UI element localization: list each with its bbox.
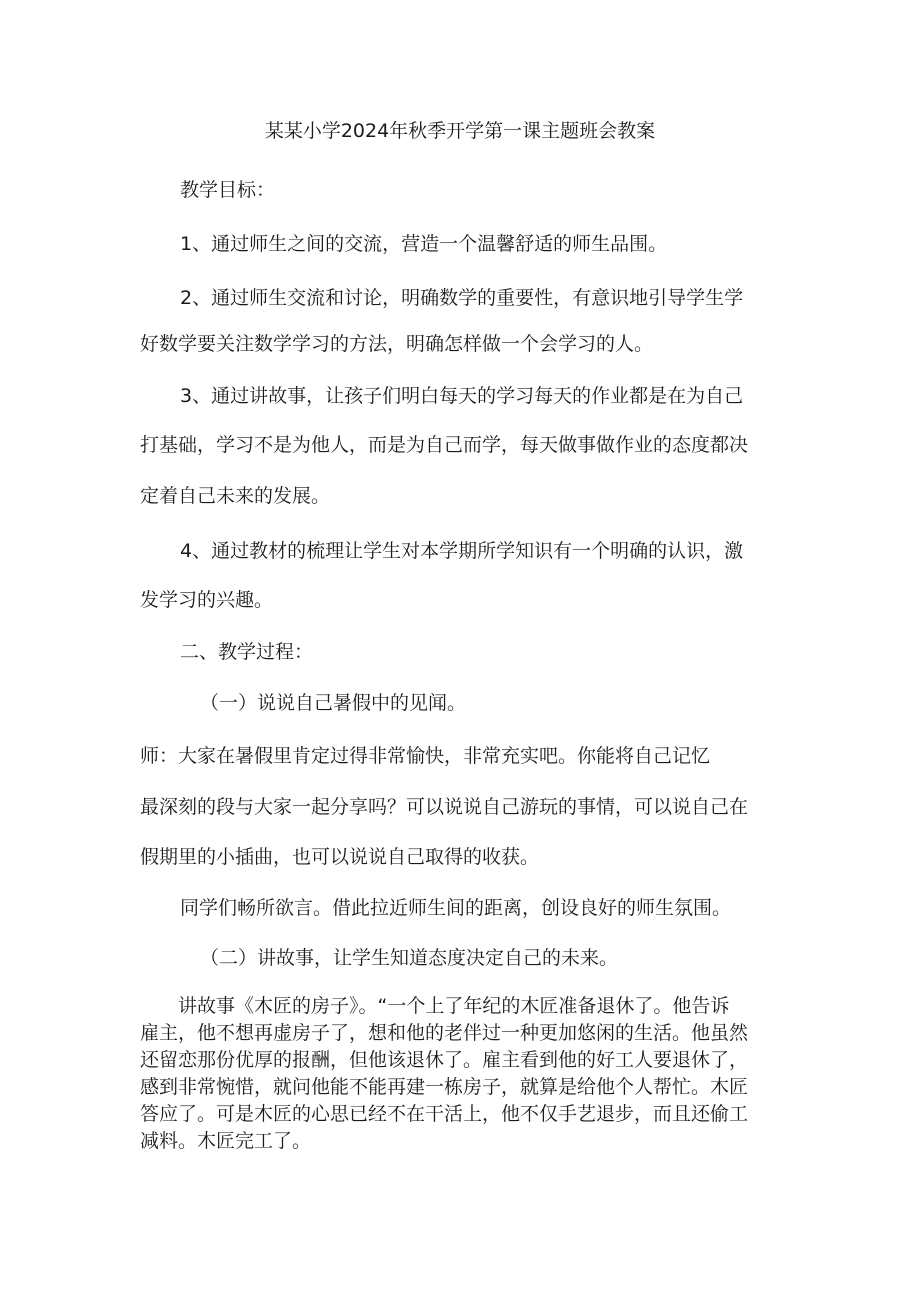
goal-4-line-1: 4、通过教材的梳理让学生对本学期所学知识有一个明确的认识，激 [180,540,744,562]
process-heading: 二、教学过程： [180,641,314,663]
story-line: 讲故事《木匠的房子》。“一个上了年纪的木匠准备退休了。他告诉 [178,995,730,1017]
story-line: 感到非常惋惜，就问他能不能再建一栋房子，就算是给他个人帮忙。木匠 [140,1076,749,1098]
teacher-line-2: 最深刻的段与大家一起分享吗？可以说说自己游玩的事情，可以说自己在 [140,796,749,818]
story-line: 答应了。可是木匠的心思已经不在干活上，他不仅手艺退步，而且还偷工 [140,1103,749,1125]
document-title: 某某小学2024年秋季开学第一课主题班会教案 [264,120,656,142]
goal-3-line-2: 打基础，学习不是为他人，而是为自己而学，每天做事做作业的态度都决 [140,434,749,456]
goal-1: 1、通过师生之间的交流，营造一个温馨舒适的师生品围。 [180,233,668,255]
goal-4-line-2: 发学习的兴趣。 [140,589,274,611]
goal-2-line-2: 好数学要关注数学学习的方法，明确怎样做一个会学习的人。 [140,333,654,355]
teacher-line-1: 师：大家在暑假里肯定过得非常愉快，非常充实吧。你能将自己记忆 [140,745,711,767]
students-paragraph: 同学们畅所欲言。借此拉近师生间的距离，创设良好的师生氛围。 [180,897,732,919]
story-line: 还留恋那份优厚的报酬，但他该退休了。雇主看到他的好工人要退休了， [140,1049,749,1071]
story-paragraph [140,993,790,1155]
part-2-heading: （二）讲故事，让学生知道态度决定自己的未来。 [200,947,619,969]
teacher-line-3: 假期里的小插曲，也可以说说自己取得的收获。 [140,846,540,868]
goals-heading: 教学目标： [180,179,276,201]
part-1-heading: （一）说说自己暑假中的见闻。 [200,692,467,714]
goal-2-line-1: 2、通过师生交流和讨论，明确数学的重要性，有意识地引导学生学 [180,287,744,309]
goal-3-line-1: 3、通过讲故事，让孩子们明白每天的学习每天的作业都是在为自己 [180,385,744,407]
story-line: 减料。木匠完工了。 [140,1130,312,1152]
story-line: 雇主，他不想再虚房子了，想和他的老伴过一种更加悠闲的生活。他虽然 [140,1022,749,1044]
goal-3-line-3: 定着自己未来的发展。 [140,485,331,507]
